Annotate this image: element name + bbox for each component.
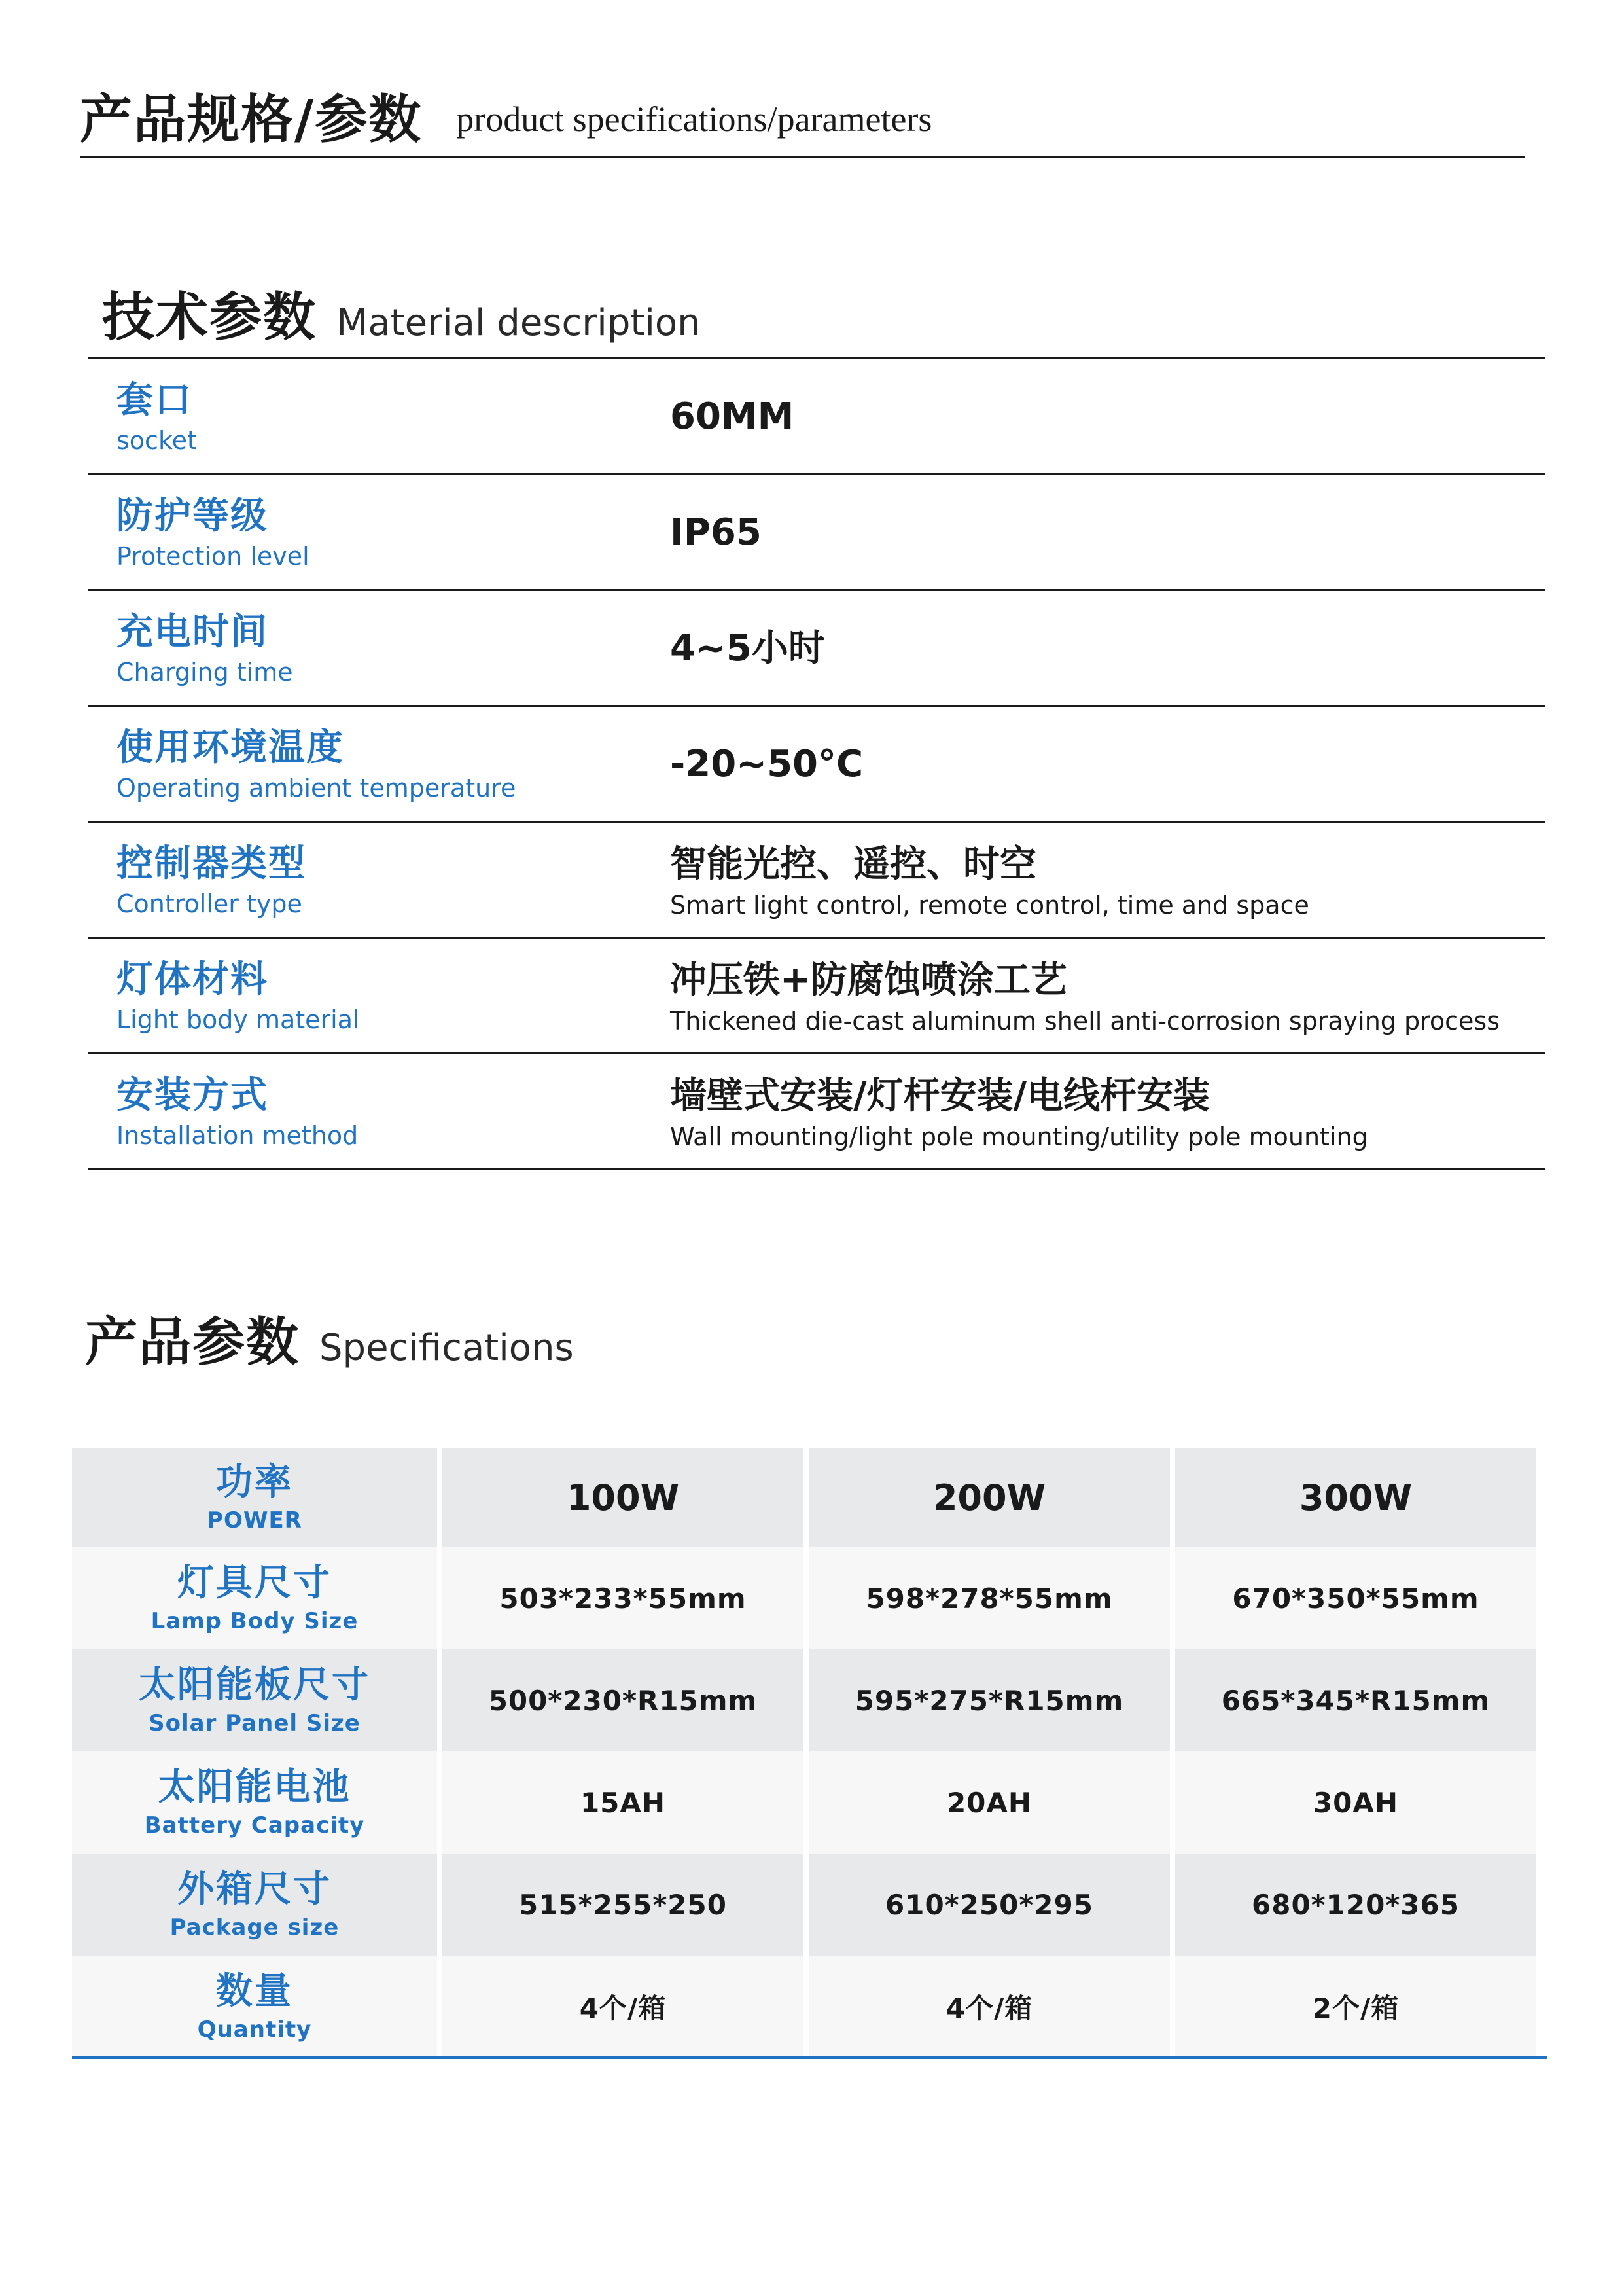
material-title-zh: 技术参数	[102, 287, 317, 348]
table-row	[72, 1751, 1536, 1854]
label-en: Quantity	[197, 2017, 312, 2043]
value-en: Smart light control, remote control, time and space	[670, 891, 1309, 920]
cell-value: 2个/箱	[1312, 1992, 1400, 2024]
label-zh: 灯体材料	[116, 958, 268, 1001]
table-cell	[442, 1649, 803, 1751]
table-bottom-rule	[72, 2056, 1547, 2059]
material-row-label	[116, 957, 360, 1037]
table-cell	[442, 1751, 803, 1854]
material-row-light-body-material	[88, 939, 1545, 1054]
material-row-value	[670, 393, 794, 440]
material-title-en: Material description	[336, 302, 701, 344]
table-row	[72, 1854, 1536, 1956]
material-row-value	[670, 1073, 1368, 1154]
cell-value: 610*250*295	[885, 1888, 1093, 1921]
material-row-socket	[88, 359, 1545, 475]
page-header	[80, 73, 1525, 158]
label-zh: 套口	[116, 379, 192, 422]
specs-section-title	[85, 1300, 574, 1375]
page-title-en: product specifications/parameters	[456, 99, 932, 139]
power-value: 200W	[932, 1477, 1046, 1518]
label-en: Charging time	[116, 658, 293, 687]
value-zh: 冲压铁+防腐蚀喷涂工艺	[670, 959, 1067, 1001]
value-en: Wall mounting/light pole mounting/utility pole mounting	[670, 1122, 1368, 1151]
cell-value: 30AH	[1313, 1786, 1399, 1819]
label-zh: 使用环境温度	[116, 726, 344, 769]
material-row-value	[670, 841, 1309, 922]
label-zh: 安装方式	[116, 1074, 268, 1117]
power-value: 100W	[566, 1477, 680, 1518]
label-en: Light body material	[116, 1005, 360, 1034]
value-zh: 60MM	[670, 395, 794, 438]
cell-value: 515*255*250	[519, 1888, 727, 1921]
value-zh: 墙壁式安装/灯杆安装/电线杆安装	[670, 1075, 1210, 1117]
label-en: POWER	[207, 1507, 302, 1534]
specs-header-cell	[1175, 1448, 1536, 1547]
material-row-value	[670, 509, 762, 556]
cell-value: 598*278*55mm	[866, 1582, 1113, 1615]
label-en: Battery Capacity	[144, 1812, 365, 1839]
page-title-zh: 产品规格/参数	[80, 88, 423, 150]
material-row-value	[670, 957, 1500, 1038]
label-zh: 灯具尺寸	[177, 1562, 332, 1604]
label-en: Installation method	[116, 1121, 359, 1150]
material-row-installation-method	[88, 1054, 1545, 1170]
specs-header-cell	[442, 1448, 803, 1547]
material-row-label	[116, 378, 197, 457]
material-row-charging-time	[88, 591, 1545, 707]
table-cell	[809, 1751, 1170, 1854]
value-zh: 智能光控、遥控、时空	[670, 843, 1036, 886]
material-row-label	[116, 841, 306, 921]
row-label	[72, 1956, 437, 2058]
table-cell	[1175, 1854, 1536, 1956]
table-row	[72, 1956, 1536, 2058]
material-row-controller-type	[88, 823, 1545, 939]
specs-header-row	[72, 1448, 1536, 1547]
specs-title-en: Specifications	[319, 1327, 574, 1369]
cell-value: 4个/箱	[945, 1992, 1033, 2024]
label-zh: 控制器类型	[116, 842, 306, 885]
material-table	[88, 357, 1545, 1170]
material-row-value	[670, 625, 825, 672]
table-cell	[1175, 1547, 1536, 1649]
row-label	[72, 1854, 437, 1956]
table-cell	[809, 1854, 1170, 1956]
label-zh: 太阳能电池	[158, 1766, 351, 1808]
cell-value: 665*345*R15mm	[1221, 1684, 1491, 1717]
table-cell	[1175, 1956, 1536, 2058]
material-row-value	[670, 741, 863, 788]
value-zh: IP65	[670, 511, 762, 554]
label-en: Controller type	[116, 889, 302, 918]
material-row-label	[116, 493, 309, 573]
material-row-label	[116, 1073, 358, 1153]
specs-header-cell	[809, 1448, 1170, 1547]
label-zh: 数量	[216, 1970, 293, 2013]
specs-title-zh: 产品参数	[85, 1312, 300, 1372]
table-row	[72, 1547, 1536, 1649]
table-cell	[809, 1547, 1170, 1649]
label-en: Operating ambient temperature	[116, 774, 516, 802]
cell-value: 670*350*55mm	[1232, 1582, 1479, 1615]
label-zh: 功率	[216, 1461, 293, 1503]
cell-value: 15AH	[580, 1786, 666, 1819]
label-zh: 充电时间	[116, 611, 268, 653]
label-zh: 太阳能板尺寸	[139, 1664, 370, 1706]
value-zh: -20~50°C	[670, 743, 864, 785]
material-section-title	[102, 275, 701, 350]
row-label	[72, 1547, 437, 1649]
power-value: 300W	[1299, 1477, 1413, 1518]
row-label	[72, 1751, 437, 1854]
cell-value: 500*230*R15mm	[488, 1684, 758, 1717]
material-row-label	[116, 609, 293, 689]
table-cell	[442, 1956, 803, 2058]
cell-value: 20AH	[946, 1786, 1033, 1819]
table-cell	[1175, 1751, 1536, 1854]
table-cell	[809, 1649, 1170, 1751]
label-zh: 外箱尺寸	[177, 1868, 332, 1910]
table-row	[72, 1649, 1536, 1751]
cell-value: 4个/箱	[579, 1992, 667, 2024]
label-zh: 防护等级	[116, 495, 268, 537]
value-zh: 4~5小时	[670, 627, 825, 670]
table-cell	[442, 1547, 803, 1649]
specs-header-label	[72, 1448, 437, 1547]
row-label	[72, 1649, 437, 1751]
table-cell	[1175, 1649, 1536, 1751]
cell-value: 503*233*55mm	[499, 1582, 747, 1615]
label-en: Lamp Body Size	[150, 1608, 359, 1634]
material-row-operating-temperature	[88, 707, 1545, 823]
table-cell	[442, 1854, 803, 1956]
label-en: Solar Panel Size	[149, 1710, 361, 1736]
label-en: socket	[116, 426, 197, 455]
cell-value: 680*120*365	[1252, 1888, 1460, 1921]
label-en: Protection level	[116, 542, 309, 571]
material-row-label	[116, 725, 516, 805]
value-en: Thickened die-cast aluminum shell anti-corrosion spraying process	[670, 1007, 1500, 1035]
table-cell	[809, 1956, 1170, 2058]
material-row-protection-level	[88, 475, 1545, 591]
specs-table	[67, 1448, 1542, 2058]
label-en: Package size	[169, 1914, 340, 1941]
cell-value: 595*275*R15mm	[855, 1684, 1124, 1717]
